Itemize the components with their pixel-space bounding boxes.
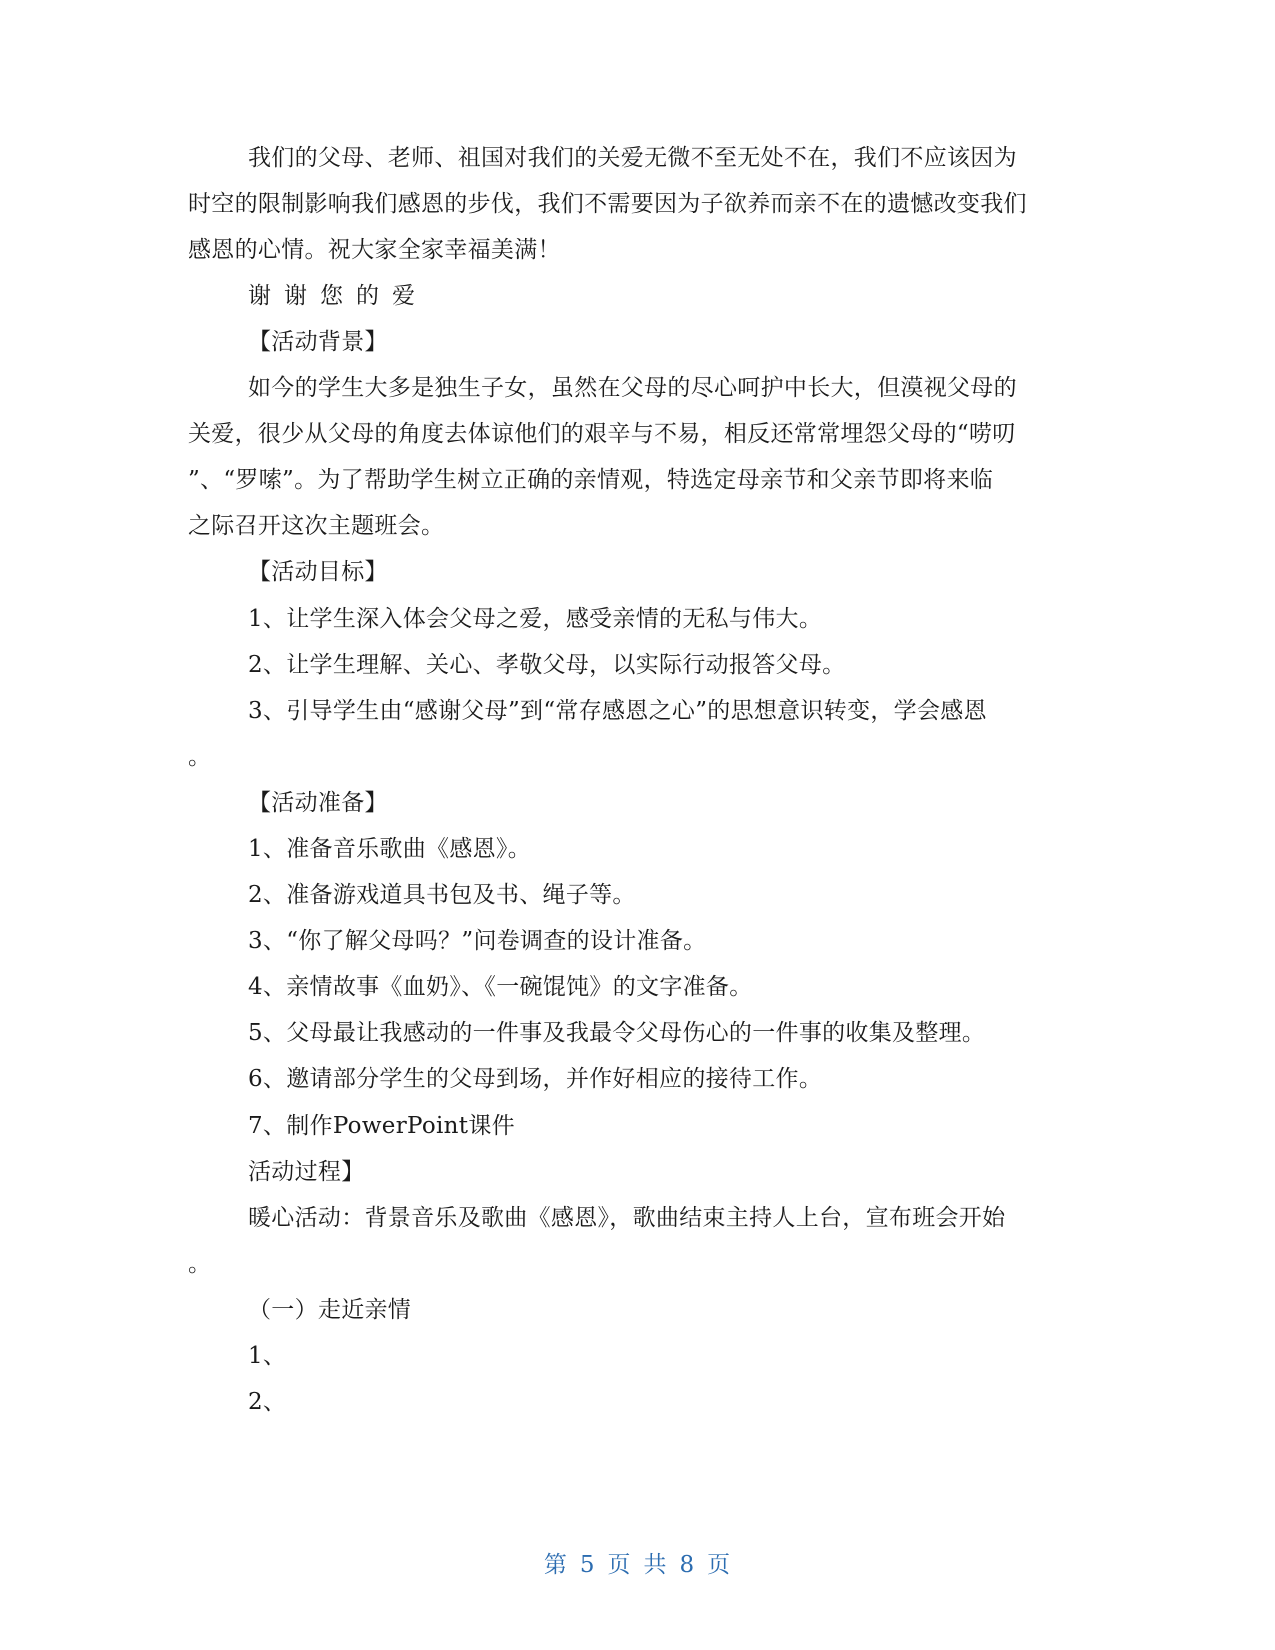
list-item: 2、准备游戏道具书包及书、绳子等。: [248, 882, 636, 908]
paragraph-line: 如今的学生大多是独生子女，虽然在父母的尽心呵护中长大，但漠视父母的: [248, 375, 1017, 401]
list-item: 6、邀请部分学生的父母到场，并作好相应的接待工作。: [248, 1066, 823, 1092]
paragraph-line: 时空的限制影响我们感恩的步伐，我们不需要因为子欲养而亲不在的遗憾改变我们: [188, 191, 1027, 217]
list-item: 5、父母最让我感动的一件事及我最令父母伤心的一件事的收集及整理。: [248, 1020, 986, 1046]
footer-total-pages: 8: [679, 1552, 696, 1578]
list-item: 4、亲情故事《血奶》、《一碗馄饨》的文字准备。: [248, 974, 753, 1000]
paragraph-line: 之际召开这次主题班会。: [188, 513, 445, 539]
section-heading: （一）走近亲情: [248, 1297, 412, 1323]
list-item: 1、准备音乐歌曲《感恩》。: [248, 836, 532, 862]
paragraph-line: 。: [188, 744, 212, 770]
paragraph-line: ”、“罗嗦”。为了帮助学生树立正确的亲情观，特选定母亲节和父亲节即将来临: [188, 467, 994, 493]
paragraph-line: 感恩的心情。祝大家全家幸福美满！: [188, 237, 561, 263]
list-item: 1、让学生深入体会父母之爱，感受亲情的无私与伟大。: [248, 606, 823, 632]
footer-label-total: 共: [643, 1552, 668, 1578]
footer-label-page: 第: [543, 1552, 568, 1578]
paragraph-line: 关爱，很少从父母的角度去体谅他们的艰辛与不易，相反还常常埋怨父母的“唠叨: [188, 421, 1016, 447]
section-heading: 活动过程】: [248, 1159, 365, 1185]
paragraph-line: 我们的父母、老师、祖国对我们的关爱无微不至无处不在，我们不应该因为: [248, 145, 1017, 171]
paragraph-line: 。: [188, 1251, 212, 1277]
list-item: 1、: [248, 1343, 287, 1369]
list-item: 3、引导学生由“感谢父母”到“常存感恩之心”的思想意识转变，学会感恩: [248, 698, 987, 724]
footer-label-page-unit: 页: [607, 1552, 632, 1578]
list-item: 7、制作PowerPoint课件: [248, 1113, 515, 1139]
list-item: 2、让学生理解、关心、孝敬父母，以实际行动报答父母。: [248, 652, 846, 678]
section-heading: 谢谢您的爱: [248, 283, 428, 309]
paragraph-line: 暖心活动：背景音乐及歌曲《感恩》，歌曲结束主持人上台，宣布班会开始: [248, 1205, 1006, 1231]
section-heading: 【活动目标】: [248, 559, 388, 585]
section-heading: 【活动准备】: [248, 790, 388, 816]
list-item: 3、“你了解父母吗？”问卷调查的设计准备。: [248, 928, 707, 954]
list-item: 2、: [248, 1389, 287, 1415]
page-footer: [0, 1546, 1275, 1579]
footer-label-total-unit: 页: [707, 1552, 732, 1578]
footer-current-page: 5: [579, 1552, 596, 1578]
section-heading: 【活动背景】: [248, 329, 388, 355]
